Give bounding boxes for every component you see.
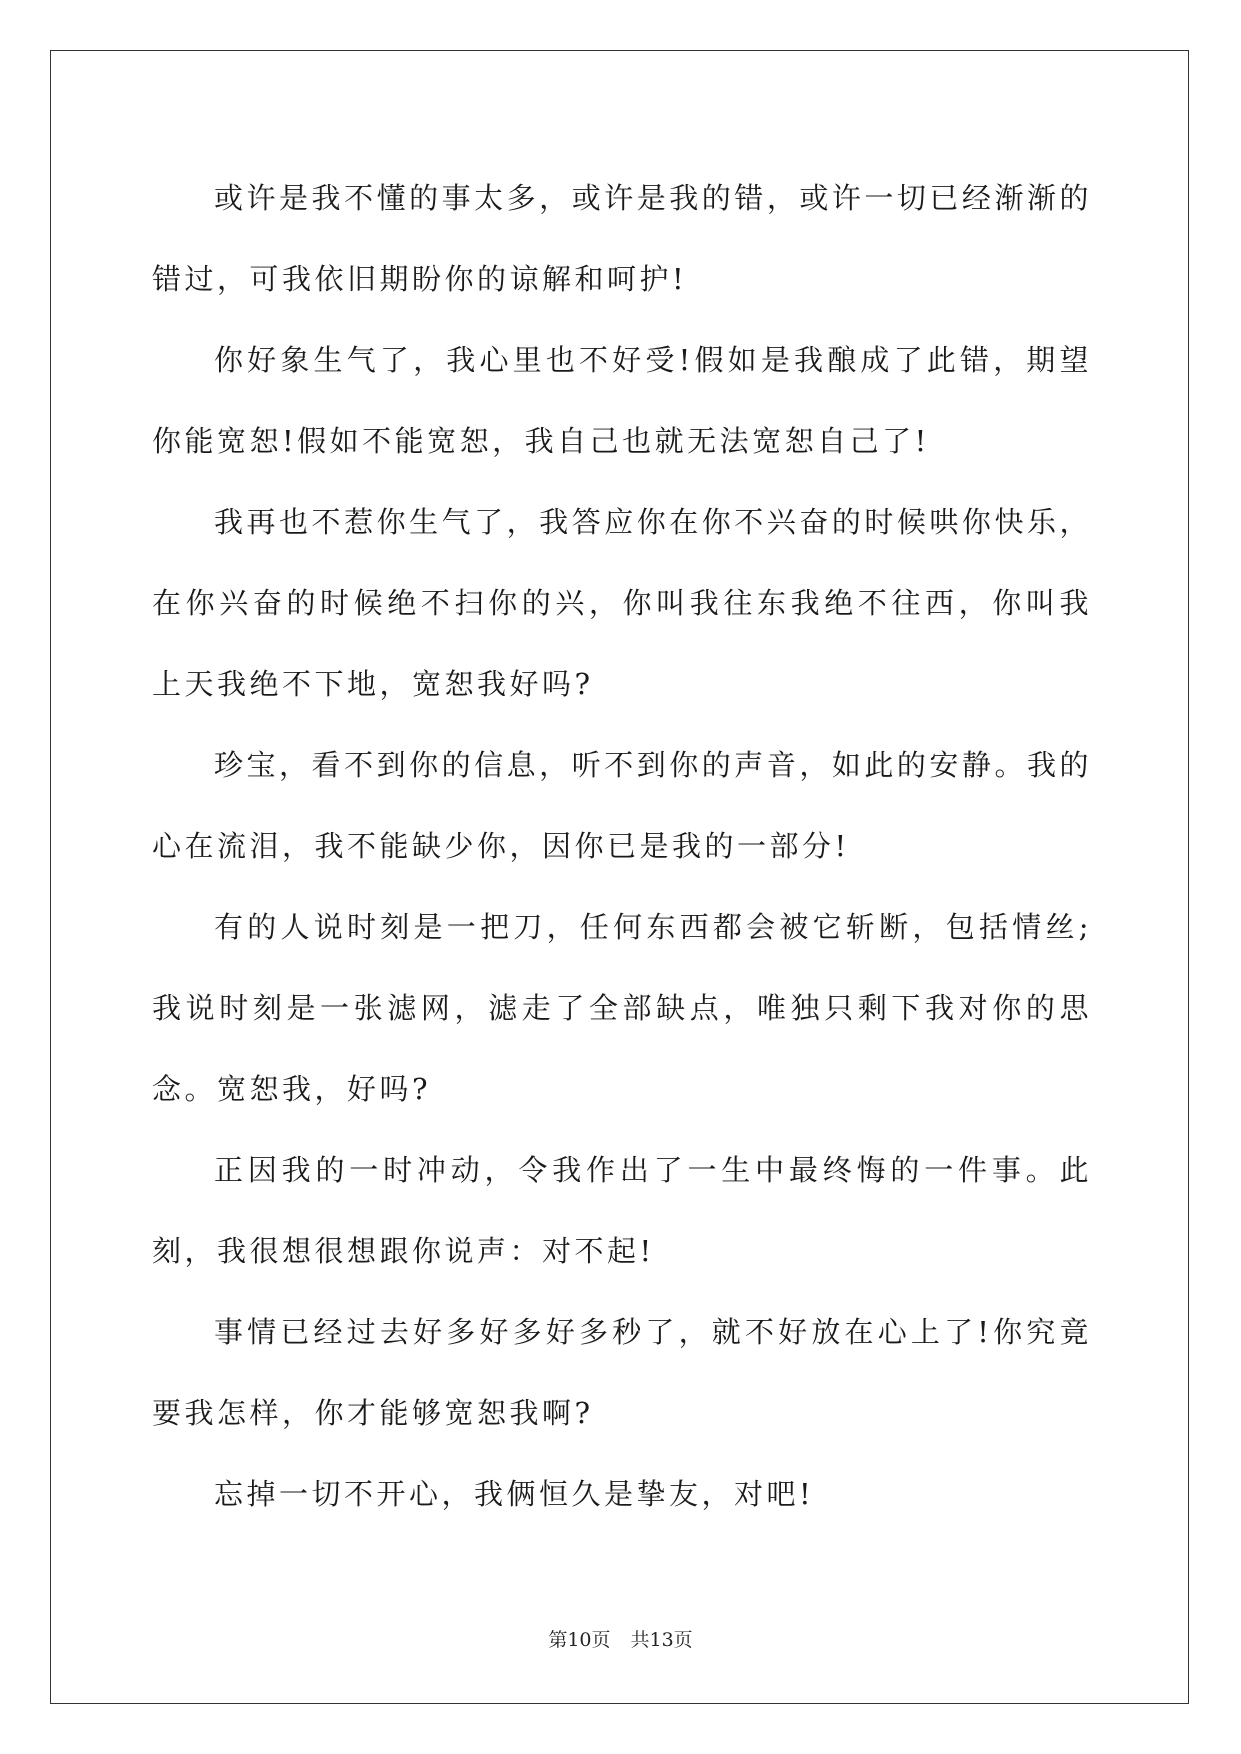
page-number: 第10页 bbox=[548, 1629, 611, 1651]
paragraph: 有的人说时刻是一把刀，任何东西都会被它斩断，包括情丝;我说时刻是一张滤网，滤走了全部缺点，唯独只剩下我对你的思念。宽恕我，好吗? bbox=[152, 910, 1092, 1106]
paragraph: 你好象生气了，我心里也不好受!假如是我酿成了此错，期望你能宽恕!假如不能宽恕，我自己也就无法宽恕自己了! bbox=[152, 343, 1092, 458]
paragraph: 忘掉一切不开心，我俩恒久是挚友，对吧! bbox=[214, 1477, 815, 1511]
page-footer bbox=[0, 1625, 1241, 1652]
paragraph: 珍宝，看不到你的信息，听不到你的声音，如此的安静。我的心在流泪，我不能缺少你，因你已是我的一部分! bbox=[152, 748, 1092, 863]
page-total: 共13页 bbox=[630, 1629, 693, 1651]
paragraph: 事情已经过去好多好多好多秒了，就不好放在心上了!你究竟要我怎样，你才能够宽恕我啊? bbox=[152, 1315, 1092, 1430]
paragraph: 或许是我不懂的事太多，或许是我的错，或许一切已经渐渐的错过，可我依旧期盼你的谅解和呵护! bbox=[152, 181, 1092, 296]
paragraph: 我再也不惹你生气了，我答应你在你不兴奋的时候哄你快乐，在你兴奋的时候绝不扫你的兴，你叫我往东我绝不往西，你叫我上天我绝不下地，宽恕我好吗? bbox=[152, 505, 1092, 701]
paragraph: 正因我的一时冲动，令我作出了一生中最终悔的一件事。此刻，我很想很想跟你说声：对不起! bbox=[152, 1153, 1092, 1268]
document-body bbox=[152, 158, 1092, 1535]
